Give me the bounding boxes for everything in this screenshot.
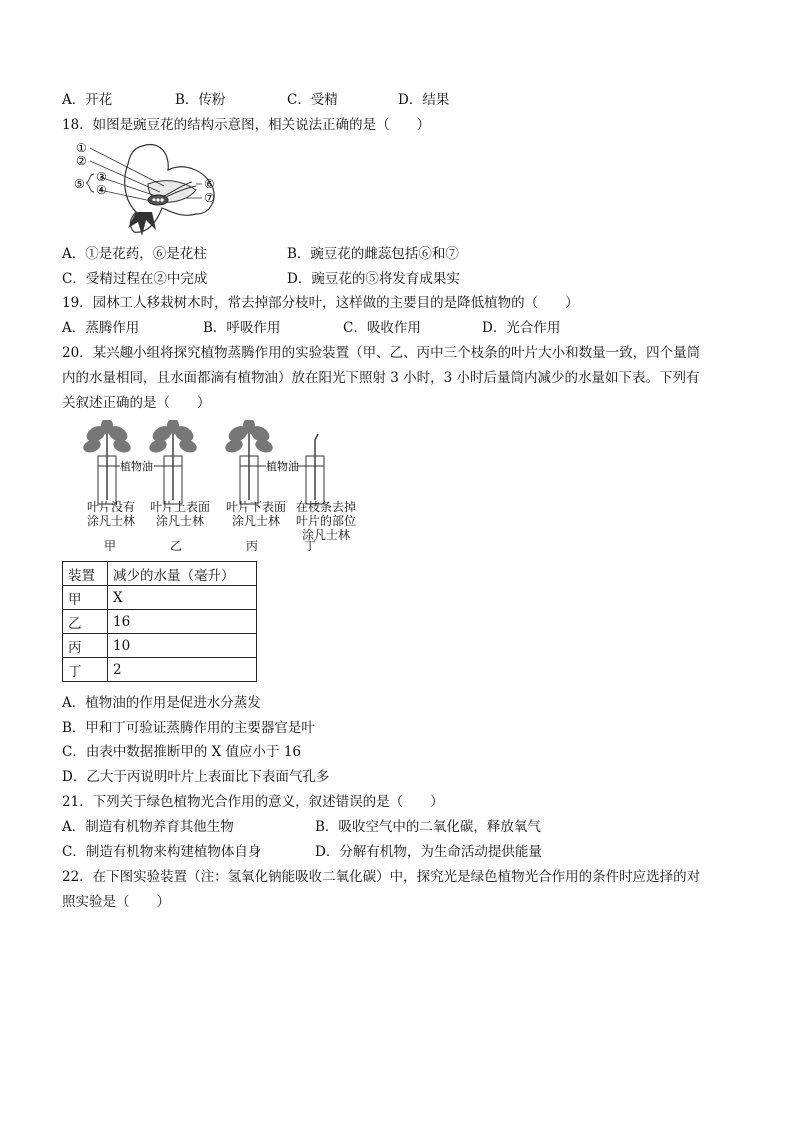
q19-option-d: D．光合作用 — [482, 320, 561, 336]
q21-option-d: D．分解有机物，为生命活动提供能量 — [315, 844, 542, 860]
q21-option-a: A．制造有机物养育其他生物 — [62, 819, 234, 835]
table-cell: 丙 — [63, 634, 108, 658]
caption-jia: 叶片没有 涂凡士林 — [86, 500, 135, 528]
q18-option-b: B．豌豆花的雌蕊包括⑥和⑦ — [287, 246, 459, 262]
q20-option-b: B．甲和丁可验证蒸腾作用的主要器官是叶 — [62, 720, 315, 736]
label-2: ② — [76, 154, 87, 168]
table-cell: 丁 — [63, 658, 108, 682]
q22-stem-line1: 22．在下图实验装置（注：氢氧化钠能吸收二氧化碳）中，探究光是绿色植物光合作用的条件时应选择的对 — [62, 869, 701, 885]
table-row — [63, 610, 257, 634]
q20-option-c: C．由表中数据推断甲的 X 值应小于 16 — [62, 744, 301, 760]
label-7: ⑦ — [204, 191, 215, 205]
table-row — [63, 586, 257, 610]
label-1: ① — [76, 141, 87, 155]
table-row — [63, 658, 257, 682]
q18-option-a: A．①是花药，⑥是花柱 — [62, 246, 207, 262]
table-header: 减少的水量（毫升） — [108, 562, 257, 586]
unit-label-bing: 丙 — [245, 539, 258, 553]
q20-stem-line1: 20．某兴趣小组将探究植物蒸腾作用的实验装置（甲、乙、丙中三个枝条的叶片大小和数量一致，四个量筒 — [62, 345, 701, 361]
q21-option-c: C．制造有机物来构建植物体自身 — [62, 844, 262, 860]
q20-stem-line3: 关叙述正确的是（ ） — [62, 395, 211, 411]
unit-label-jia: 甲 — [103, 539, 116, 553]
unit-label-yi: 乙 — [169, 539, 182, 553]
table-cell: 甲 — [63, 586, 108, 610]
q22-stem-line2: 照实验是（ ） — [62, 894, 170, 910]
caption-yi: 叶片上表面 涂凡士林 — [149, 500, 210, 528]
oil-label-1: 植物油 — [120, 460, 153, 473]
table-cell: 16 — [108, 610, 257, 634]
q18-option-d: D．豌豆花的⑤将发育成果实 — [287, 271, 460, 287]
q17-option-a: A．开花 — [62, 92, 113, 108]
table-cell: 10 — [108, 634, 257, 658]
q19-option-b: B．呼吸作用 — [203, 320, 281, 336]
table-cell: 2 — [108, 658, 257, 682]
q19-option-c: C．吸收作用 — [343, 320, 421, 336]
q17-option-c: C．受精 — [287, 92, 338, 108]
caption-ding: 在枝条去掉 叶片的部位 涂凡士林 — [295, 500, 356, 542]
caption-bing: 叶片下表面 涂凡士林 — [225, 500, 286, 528]
label-3: ③ — [96, 170, 107, 184]
q17-option-d: D．结果 — [398, 92, 450, 108]
apparatus-yi — [147, 420, 198, 504]
apparatus-ding — [306, 434, 324, 504]
q20-stem-line2: 内的水量相同，且水面都滴有植物油）放在阳光下照射 3 小时，3 小时后量筒内减少的水量如下表。下列有 — [62, 370, 700, 386]
table-header-row — [63, 562, 257, 586]
unit-label-ding: 丁 — [303, 539, 316, 553]
q19-stem: 19．园林工人移栽树木时，常去掉部分枝叶，这样做的主要目的是降低植物的（ ） — [62, 295, 579, 311]
table-cell: 乙 — [63, 610, 108, 634]
q21-option-b: B．吸收空气中的二氧化碳，释放氧气 — [315, 819, 541, 835]
label-4: ④ — [96, 183, 107, 197]
water-loss-table — [62, 561, 257, 682]
q21-stem: 21．下列关于绿色植物光合作用的意义，叙述错误的是（ ） — [62, 794, 444, 810]
oil-label-2: 植物油 — [266, 460, 299, 473]
label-6: ⑥ — [204, 177, 215, 191]
q20-option-a: A．植物油的作用是促进水分蒸发 — [62, 695, 261, 711]
q19-option-a: A．蒸腾作用 — [62, 320, 140, 336]
q18-stem: 18．如图是豌豆花的结构示意图，相关说法正确的是（ ） — [62, 117, 431, 133]
q20-option-d: D．乙大于丙说明叶片上表面比下表面气孔多 — [62, 769, 330, 785]
table-header: 装置 — [63, 562, 108, 586]
table-row — [63, 634, 257, 658]
table-cell: X — [108, 586, 257, 610]
pea-flower-diagram — [72, 140, 232, 240]
label-5: ⑤ — [74, 177, 85, 191]
q17-option-b: B．传粉 — [175, 92, 226, 108]
q18-option-c: C．受精过程在②中完成 — [62, 271, 208, 287]
